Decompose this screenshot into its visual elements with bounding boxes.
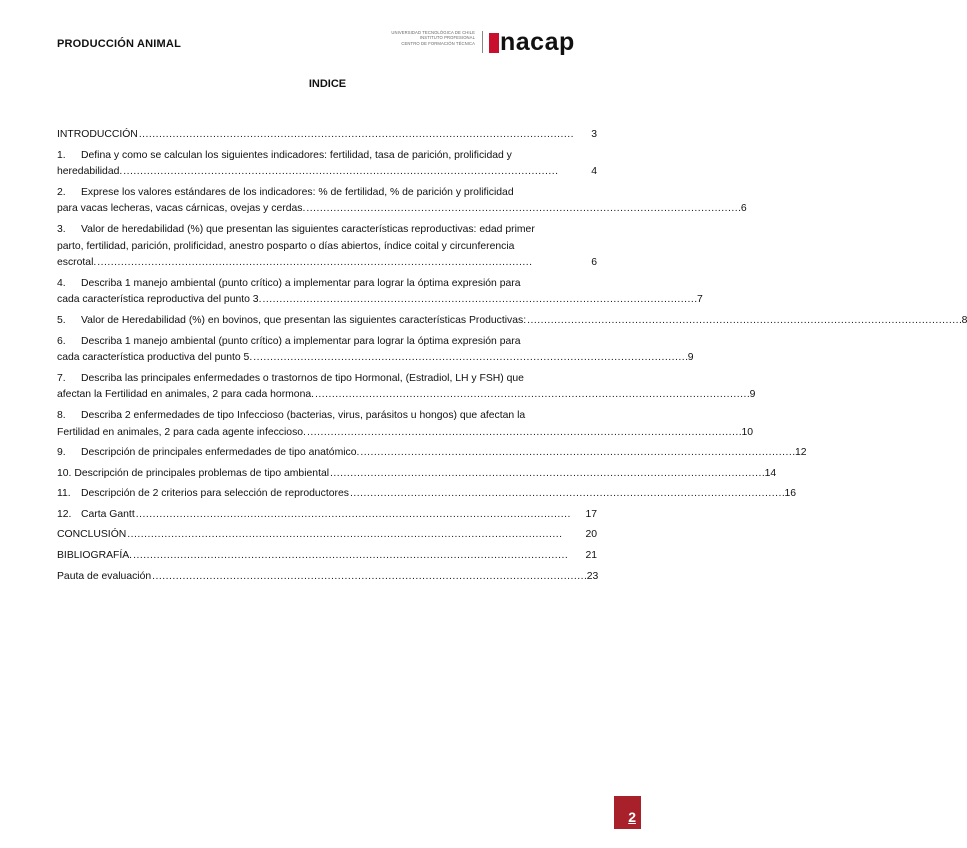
toc-leader-dots xyxy=(253,350,687,367)
toc-page-number: 4 xyxy=(591,166,597,178)
toc-page-number: 3 xyxy=(591,129,597,140)
toc-entry-text: Fertilidad en animales, 2 para cada agente infeccioso. xyxy=(57,426,306,438)
inacap-logo xyxy=(385,28,590,62)
logo-tagline: UNIVERSIDAD TECNOLÓGICA DE CHILE INSTITUTO PROFESIONAL CENTRO DE FORMACIÓN TÉCNICA xyxy=(391,30,475,46)
toc-leader-dots xyxy=(350,486,784,503)
toc-entry-text: cada característica productiva del punto 5. xyxy=(57,352,253,364)
toc-entry-text: afectan la Fertilidad en animales, 2 para cada hormona. xyxy=(57,389,315,401)
toc-leader-dots xyxy=(527,313,961,330)
toc-leader-dots xyxy=(136,507,585,524)
toc-entry-text: Describa 2 enfermedades de tipo Infeccioso (bacterias, virus, parásitos u hongos) que afectan la xyxy=(81,409,526,421)
toc-entry-text: 10. Descripción de principales problemas de tipo ambiental xyxy=(57,467,330,479)
toc-entry[interactable] xyxy=(57,276,703,309)
toc-entry-text: Exprese los valores estándares de los indicadores: % de fertilidad, % de parición y prolificidad xyxy=(81,186,514,198)
toc-entry[interactable] xyxy=(57,313,967,330)
toc-page-number: 12 xyxy=(794,447,807,459)
toc-entry-number: 9. xyxy=(57,447,66,459)
toc-entry-text: escrotal. xyxy=(57,257,97,269)
toc-entry-text: heredabilidad. xyxy=(57,166,123,178)
toc-page-number: 7 xyxy=(697,294,703,306)
toc-entry-number: 7. xyxy=(57,372,66,384)
toc-leader-dots xyxy=(315,387,749,404)
toc-page-number: 20 xyxy=(585,529,597,541)
toc-entry-number: 4. xyxy=(57,277,66,289)
toc-leader-dots xyxy=(360,445,794,462)
table-of-contents xyxy=(57,127,967,589)
toc-entry[interactable] xyxy=(57,222,597,272)
toc-leader-dots xyxy=(97,255,590,272)
toc-page-number: 9 xyxy=(687,352,694,364)
toc-entry[interactable] xyxy=(57,148,597,181)
toc-entry[interactable] xyxy=(57,548,597,565)
toc-entry-text: Descripción de principales enfermedades de tipo anatómico. xyxy=(81,447,360,459)
toc-page-number: 8 xyxy=(961,314,967,326)
toc-entry[interactable] xyxy=(57,445,807,462)
toc-entry[interactable] xyxy=(57,371,756,404)
toc-entry-text: Describa 1 manejo ambiental (punto crítico) a implementar para lograr la óptima expresión para xyxy=(81,335,521,347)
toc-leader-dots xyxy=(262,292,696,309)
toc-entry-number: 12. xyxy=(57,508,72,520)
toc-entry-text: Valor de Heredabilidad (%) en bovinos, que presentan las siguientes características Productivas: xyxy=(81,314,527,326)
page-title: INDICE xyxy=(308,78,347,90)
toc-entry-number: 5. xyxy=(57,314,66,326)
toc-entry-text: Describa 1 manejo ambiental (punto crítico) a implementar para lograr la óptima expresión para xyxy=(81,277,521,289)
toc-leader-dots xyxy=(133,548,584,565)
toc-entry-text: Carta Gantt xyxy=(81,508,135,520)
toc-entry-text: para vacas lecheras, vacas cárnicas, ovejas y cerdas. xyxy=(57,203,306,215)
toc-entry-text: cada característica reproductiva del punto 3. xyxy=(57,294,262,306)
toc-entry[interactable] xyxy=(57,486,797,503)
toc-entry-text: BIBLIOGRAFÍA. xyxy=(57,550,133,562)
page-number-badge xyxy=(614,796,641,829)
toc-entry-number: 8. xyxy=(57,409,66,421)
toc-page-number: 9 xyxy=(749,389,756,401)
toc-entry-text: Descripción de 2 criterios para selección de reproductores xyxy=(81,488,349,500)
toc-entry[interactable] xyxy=(57,507,597,524)
toc-page-number: 21 xyxy=(585,550,597,562)
toc-page-number: 17 xyxy=(585,508,597,520)
toc-entry-text: Pauta de evaluación xyxy=(57,570,152,582)
logo-divider xyxy=(482,31,483,53)
toc-entry-text: INTRODUCCIÓN xyxy=(57,129,138,140)
toc-page-number: 23 xyxy=(586,570,599,582)
toc-entry[interactable] xyxy=(57,185,747,218)
toc-leader-dots xyxy=(306,201,740,218)
toc-entry[interactable] xyxy=(57,466,777,483)
document-header-title: PRODUCCIÓN ANIMAL xyxy=(57,38,181,50)
toc-entry[interactable] xyxy=(57,334,694,367)
toc-entry-text: Describa las principales enfermedades o trastornos de tipo Hormonal, (Estradiol, LH y FSH) que xyxy=(81,372,524,384)
toc-page-number: 6 xyxy=(591,257,597,269)
toc-page-number: 14 xyxy=(764,467,777,479)
toc-entry[interactable] xyxy=(57,408,754,441)
toc-entry-number: 11. xyxy=(57,488,71,500)
logo-mark-icon xyxy=(489,33,499,53)
toc-leader-dots xyxy=(127,527,584,544)
toc-page-number: 16 xyxy=(784,488,797,500)
toc-entry-text: parto, fertilidad, parición, prolificidad, anestro posparto o días abiertos, índice coital y circunferencia xyxy=(57,240,515,252)
toc-entry-number: 2. xyxy=(57,186,66,198)
toc-page-number: 6 xyxy=(740,203,747,215)
toc-leader-dots xyxy=(123,164,590,181)
toc-entry[interactable] xyxy=(57,127,597,144)
page-number: 2 xyxy=(628,809,636,825)
toc-spacer xyxy=(57,585,597,589)
toc-entry-text: Defina y como se calculan los siguientes indicadores: fertilidad, tasa de parición, prolificidad y xyxy=(81,149,512,161)
toc-leader-dots xyxy=(152,569,586,586)
toc-page-number: 10 xyxy=(741,426,754,438)
toc-entry[interactable] xyxy=(57,527,597,544)
toc-leader-dots xyxy=(139,127,590,144)
toc-entry-number: 6. xyxy=(57,335,66,347)
toc-entry-number: 3. xyxy=(57,223,66,235)
toc-entry-number: 1. xyxy=(57,149,66,161)
toc-leader-dots xyxy=(307,425,741,442)
toc-entry-text: CONCLUSIÓN xyxy=(57,529,127,541)
toc-entry-text: Valor de heredabilidad (%) que presentan las siguientes características reproductivas: edad primer xyxy=(81,223,535,235)
toc-entry[interactable] xyxy=(57,569,597,586)
toc-leader-dots xyxy=(330,466,764,483)
logo-wordmark: nacap xyxy=(500,28,575,56)
